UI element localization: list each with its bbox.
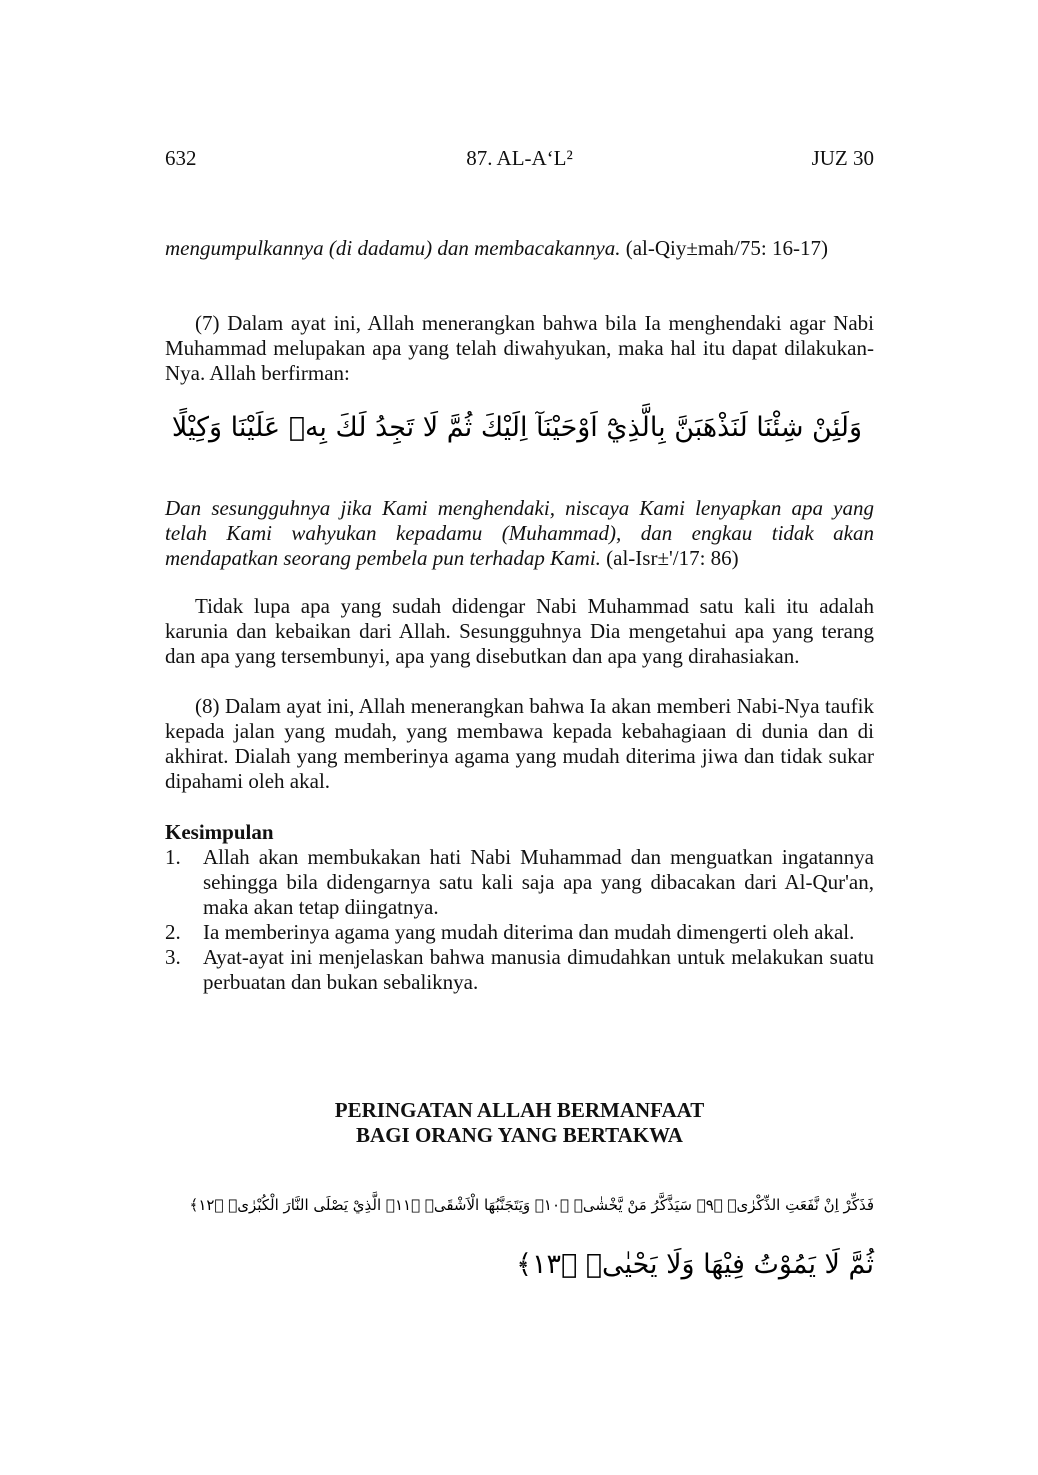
page-header (165, 146, 874, 172)
list-item-number: 3. (165, 945, 181, 969)
list-item (165, 945, 874, 995)
list-item-text: Ayat-ayat ini menjelaskan bahwa manusia dimudahkan untuk melakukan suatu perbuatan dan bukan sebaliknya. (203, 945, 874, 994)
list-item-number: 1. (165, 845, 181, 869)
list-item-number: 2. (165, 920, 181, 944)
arabic-verse-13: ثُمَّ لَا يَمُوْتُ فِيْهَا وَلَا يَحْيٰىۗ ﴿١٣﴾ (516, 1249, 874, 1280)
list-item-text: Ia memberinya agama yang mudah diterima dan mudah dimengerti oleh akal. (203, 920, 855, 944)
paragraph-8: (8) Dalam ayat ini, Allah menerangkan bahwa Ia akan memberi Nabi-Nya taufik kepada jalan yang mudah, yang membawa kepada kebahagiaan di dunia dan di akhirat. Dialah yang memberinya agama yang mudah diterima jiwa dan tidak sukar dipahami oleh akal. (165, 694, 874, 793)
arabic-verse-isra-86: وَلَئِنْ شِئْنَا لَنَذْهَبَنَّ بِالَّذِيْٓ اَوْحَيْنَآ اِلَيْكَ ثُمَّ لَا تَجِدُ لَكَ بِهٖ عَلَيْنَا وَكِيْلًا (171, 412, 862, 443)
intro-italic: mengumpulkannya (di dadamu) dan membacakannya. (165, 236, 621, 260)
intro-reference: (al-Qiy±mah/75: 16-17) (620, 236, 828, 260)
translation-reference: (al-Isr±'/17: 86) (600, 546, 739, 570)
list-item (165, 920, 874, 945)
translation-paragraph (165, 496, 874, 571)
paragraph-tidak-lupa: Tidak lupa apa yang sudah didengar Nabi Muhammad satu kali itu adalah karunia dan kebaikan dari Allah. Sesungguhnya Dia mengetahui apa yang terang dan apa yang tersembunyi, apa yang disebutkan dan apa yang dirahasiakan. (165, 594, 874, 668)
page-number: 632 (165, 146, 197, 170)
paragraph-7: (7) Dalam ayat ini, Allah menerangkan bahwa bila Ia menghendaki agar Nabi Muhammad melupakan apa yang telah diwahyukan, maka hal itu dapat dilakukan-Nya. Allah berfirman: (165, 311, 874, 385)
juz-label: JUZ 30 (811, 146, 874, 170)
document-page (165, 0, 874, 1475)
surah-title: 87. AL-A‘L² (466, 146, 573, 170)
list-item-text: Allah akan membukakan hati Nabi Muhammad dan menguatkan ingatannya sehingga bila didengarnya satu kali saja apa yang dibacakan dari Al-Qur'an, maka akan tetap diingatnya. (203, 845, 874, 919)
intro-paragraph (165, 236, 874, 261)
section-title-line-2: BAGI ORANG YANG BERTAKWA (356, 1123, 683, 1147)
list-item (165, 845, 874, 920)
section-title-line-1: PERINGATAN ALLAH BERMANFAAT (334, 1098, 705, 1122)
kesimpulan-list (165, 845, 874, 995)
arabic-verses-9-12: فَذَكِّرْ اِنْ نَّفَعَتِ الذِّكْرٰىۗ ﴿٩﴾ سَيَذَّكَّرُ مَنْ يَّخْشٰىۙ ﴿١٠﴾ وَيَتَجَنَّبُهَا الْاَشْقَىۙ ﴿١١﴾ الَّذِيْ يَصْلَى النَّارَ الْكُبْرٰىۚ ﴿١٢﴾ (189, 1196, 874, 1214)
translation-italic: Dan sesungguhnya jika Kami menghendaki, niscaya Kami lenyapkan apa yang telah Kami wahyukan kepadamu (Muhammad), dan engkau tidak akan mendapatkan seorang pembela pun terhadap Kami. (165, 496, 874, 570)
kesimpulan-heading: Kesimpulan (165, 820, 274, 844)
